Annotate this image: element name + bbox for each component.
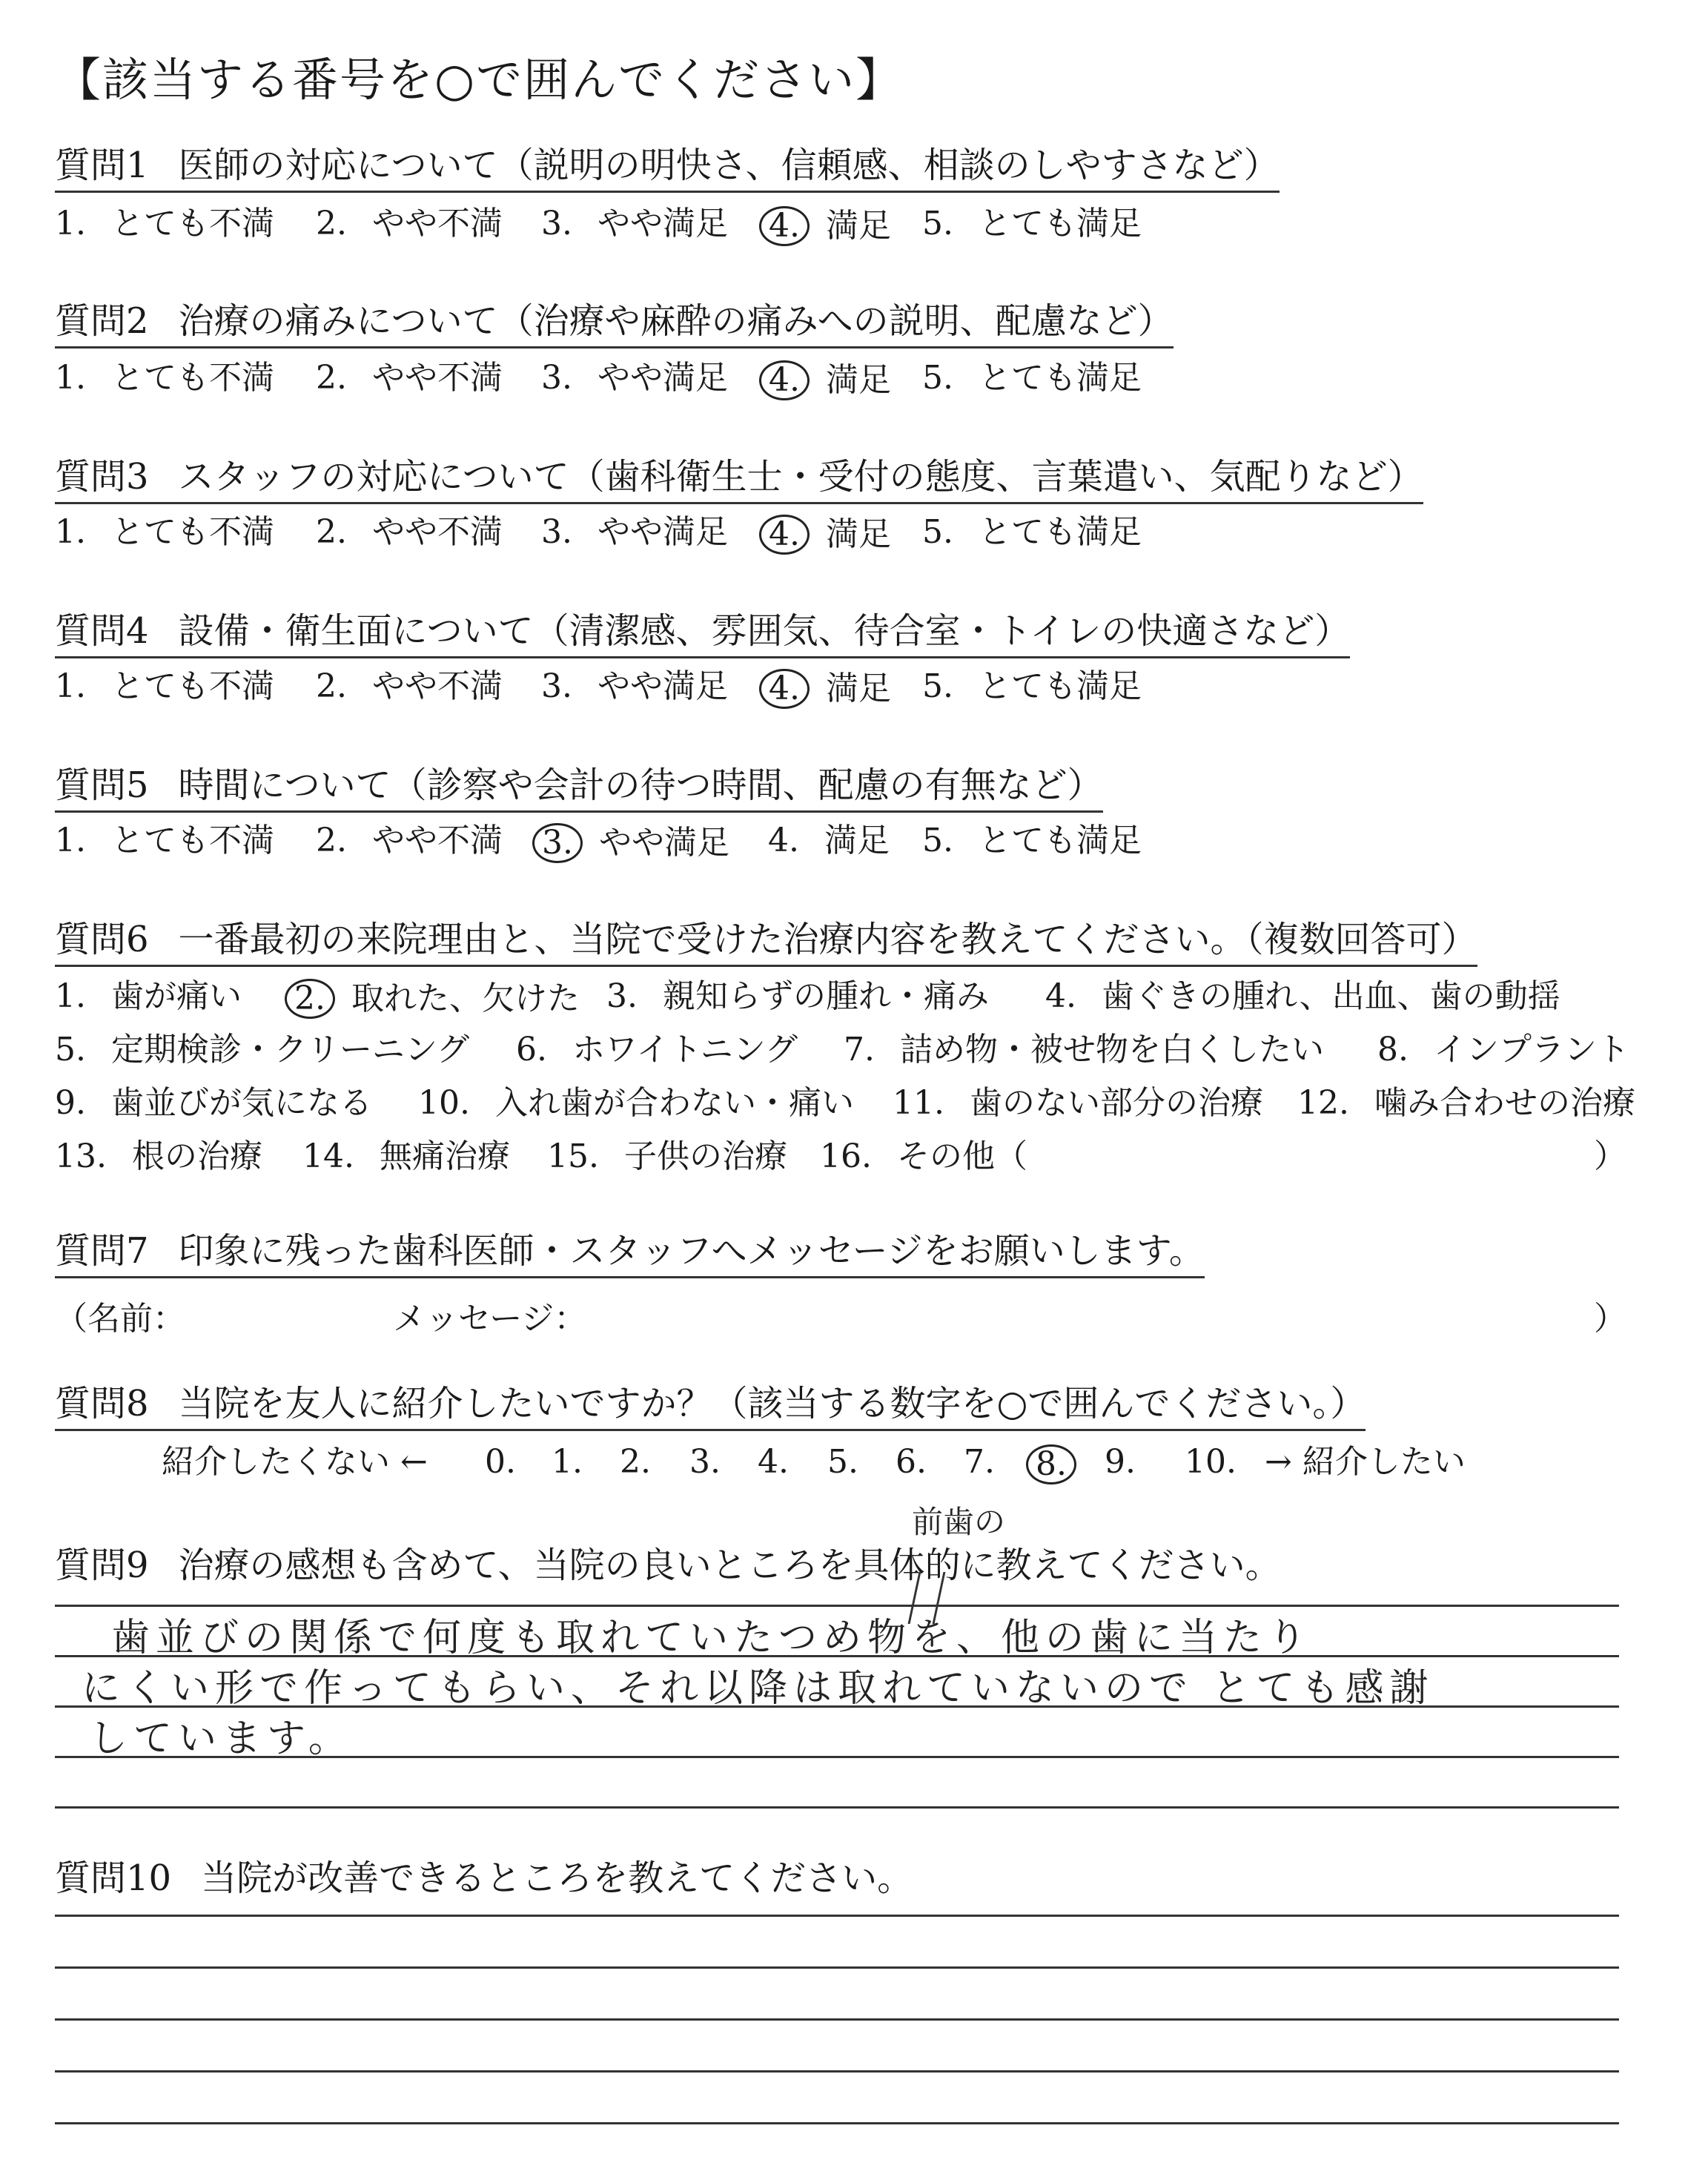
answer-line xyxy=(55,2122,1619,2124)
option[interactable]: 3. やや満足 xyxy=(541,667,728,705)
option[interactable]: 6. ホワイトニング xyxy=(516,1031,798,1069)
page-title: 【該当する番号を○で囲んでください】 xyxy=(55,53,904,107)
option-selected[interactable]: 4. 満足 xyxy=(768,206,891,246)
question-2-text: 治療の痛みについて（治療や麻酔の痛みへの説明、配慮など） xyxy=(178,300,1174,342)
option[interactable]: 5. とても満足 xyxy=(922,513,1142,551)
scale-value[interactable]: 0. xyxy=(485,1443,516,1481)
scale-value[interactable]: 5. xyxy=(827,1443,858,1481)
name-label: （名前： xyxy=(55,1300,185,1338)
scale-value[interactable]: 2. xyxy=(620,1443,651,1481)
option[interactable]: 12. 噛み合わせの治療 xyxy=(1297,1084,1635,1122)
question-10-label: 質問10 xyxy=(55,1857,172,1899)
option[interactable]: 5. とても満足 xyxy=(922,205,1142,242)
option[interactable]: 4. 満足 xyxy=(768,822,890,859)
option[interactable]: 8. インプラント xyxy=(1377,1031,1629,1069)
option[interactable]: 2. やや不満 xyxy=(316,205,503,242)
option-selected[interactable]: 3. やや満足 xyxy=(541,823,729,863)
scale-value[interactable]: 3. xyxy=(689,1443,721,1481)
question-3-text: スタッフの対応について（歯科衛生士・受付の態度、言葉遣い、気配りなど） xyxy=(178,456,1423,498)
option[interactable]: 1. とても不満 xyxy=(55,205,274,242)
question-1-label: 質問1 xyxy=(55,145,149,186)
question-3-heading xyxy=(55,457,1423,504)
question-7-heading xyxy=(55,1231,1205,1278)
scale-value[interactable]: 6. xyxy=(896,1443,927,1481)
option[interactable]: 10. 入れ歯が合わない・痛い xyxy=(418,1084,854,1122)
option[interactable]: 5. 定期検診・クリーニング xyxy=(55,1031,470,1069)
option[interactable]: 13. 根の治療 xyxy=(55,1137,262,1175)
option[interactable]: 15. 子供の治療 xyxy=(547,1137,787,1175)
handwritten-answer-line: 歯並びの関係で何度も取れていたつめ物を、他の歯に当たり xyxy=(111,1616,1313,1660)
message-close-paren: ） xyxy=(1594,1300,1626,1338)
answer-line xyxy=(55,1915,1619,1917)
question-10-heading xyxy=(55,1858,913,1903)
scale-value[interactable]: 9. xyxy=(1105,1443,1136,1481)
question-5-label: 質問5 xyxy=(55,764,149,806)
question-6-text: 一番最初の来院理由と、当院で受けた治療内容を教えてください。（複数回答可） xyxy=(178,919,1477,960)
answer-line xyxy=(55,2018,1619,2021)
option[interactable]: 2. やや不満 xyxy=(316,513,503,551)
option-selected[interactable]: 4. 満足 xyxy=(768,360,891,400)
question-9-heading xyxy=(55,1545,1281,1591)
answer-line xyxy=(55,1966,1619,1969)
other-close-paren: ） xyxy=(1594,1137,1626,1175)
question-8-text: 当院を友人に紹介したいですか？（該当する数字を○で囲んでください。） xyxy=(178,1383,1366,1424)
scale-value-selected[interactable]: 8. xyxy=(1035,1444,1093,1484)
option[interactable]: 14. 無痛治療 xyxy=(302,1137,510,1175)
question-5-text: 時間について（診察や会計の待つ時間、配慮の有無など） xyxy=(178,764,1103,806)
question-10-text: 当院が改善できるところを教えてください。 xyxy=(201,1857,913,1899)
option[interactable]: 3. 親知らずの腫れ・痛み xyxy=(606,977,989,1015)
answer-line xyxy=(55,2070,1619,2073)
option[interactable]: 2. やや不満 xyxy=(316,822,503,859)
scale-value[interactable]: 7. xyxy=(964,1443,995,1481)
question-7-text: 印象に残った歯科医師・スタッフへメッセージをお願いします。 xyxy=(178,1230,1205,1272)
handwritten-insert: 前歯の xyxy=(912,1504,1006,1540)
option[interactable]: 9. 歯並びが気になる xyxy=(55,1084,372,1122)
question-8-heading xyxy=(55,1384,1366,1431)
option[interactable]: 1. とても不満 xyxy=(55,822,274,859)
option[interactable]: 3. やや満足 xyxy=(541,205,728,242)
option[interactable]: 5. とても満足 xyxy=(922,822,1142,859)
handwritten-answer-line: にくい形で作ってもらい、それ以降は取れていないので とても感謝 xyxy=(82,1666,1434,1711)
scale-value[interactable]: 1. xyxy=(552,1443,583,1481)
question-7-label: 質問7 xyxy=(55,1230,149,1272)
option[interactable]: 1. とても不満 xyxy=(55,513,274,551)
option[interactable]: 7. 詰め物・被せ物を白くしたい xyxy=(844,1031,1324,1069)
message-label: メッセージ： xyxy=(393,1300,587,1338)
answer-line xyxy=(55,1806,1619,1809)
option-selected[interactable]: 4. 満足 xyxy=(768,669,891,709)
option[interactable]: 3. やや満足 xyxy=(541,359,728,397)
option-selected[interactable]: 4. 満足 xyxy=(768,515,891,555)
option[interactable]: 5. とても満足 xyxy=(922,359,1142,397)
option[interactable]: 1. とても不満 xyxy=(55,359,274,397)
scale-right-label: → 紹介したい xyxy=(1265,1443,1466,1481)
option[interactable]: 3. やや満足 xyxy=(541,513,728,551)
question-9-text: 治療の感想も含めて、当院の良いところを具体的に教えてください。 xyxy=(178,1545,1281,1586)
question-1-text: 医師の対応について（説明の明快さ、信頼感、相談のしやすさなど） xyxy=(178,145,1280,186)
handwritten-answer-line: しています。 xyxy=(89,1717,353,1761)
question-4-label: 質問4 xyxy=(55,610,149,652)
question-8-label: 質問8 xyxy=(55,1383,149,1424)
question-2-heading xyxy=(55,301,1174,349)
option[interactable]: 5. とても満足 xyxy=(922,667,1142,705)
option[interactable]: 16. その他（ xyxy=(820,1137,1027,1175)
option-selected[interactable]: 2. 取れた、欠けた xyxy=(294,979,580,1019)
option[interactable]: 2. やや不満 xyxy=(316,667,503,705)
question-6-heading xyxy=(55,919,1477,967)
question-6-label: 質問6 xyxy=(55,919,149,960)
question-5-heading xyxy=(55,765,1103,813)
option[interactable]: 1. とても不満 xyxy=(55,667,274,705)
scale-value[interactable]: 4. xyxy=(758,1443,789,1481)
question-9-label: 質問9 xyxy=(55,1545,149,1586)
option[interactable]: 2. やや不満 xyxy=(316,359,503,397)
question-4-text: 設備・衛生面について（清潔感、雰囲気、待合室・トイレの快適さなど） xyxy=(178,610,1351,652)
option[interactable]: 11. 歯のない部分の治療 xyxy=(893,1084,1263,1122)
question-4-heading xyxy=(55,611,1350,658)
question-3-label: 質問3 xyxy=(55,456,149,498)
question-1-heading xyxy=(55,145,1280,193)
question-2-label: 質問2 xyxy=(55,300,149,342)
scale-left-label: 紹介したくない ← xyxy=(162,1443,428,1481)
option[interactable]: 4. 歯ぐきの腫れ、出血、歯の動揺 xyxy=(1045,977,1560,1015)
scale-value[interactable]: 10. xyxy=(1185,1443,1237,1481)
option[interactable]: 1. 歯が痛い xyxy=(55,977,242,1015)
